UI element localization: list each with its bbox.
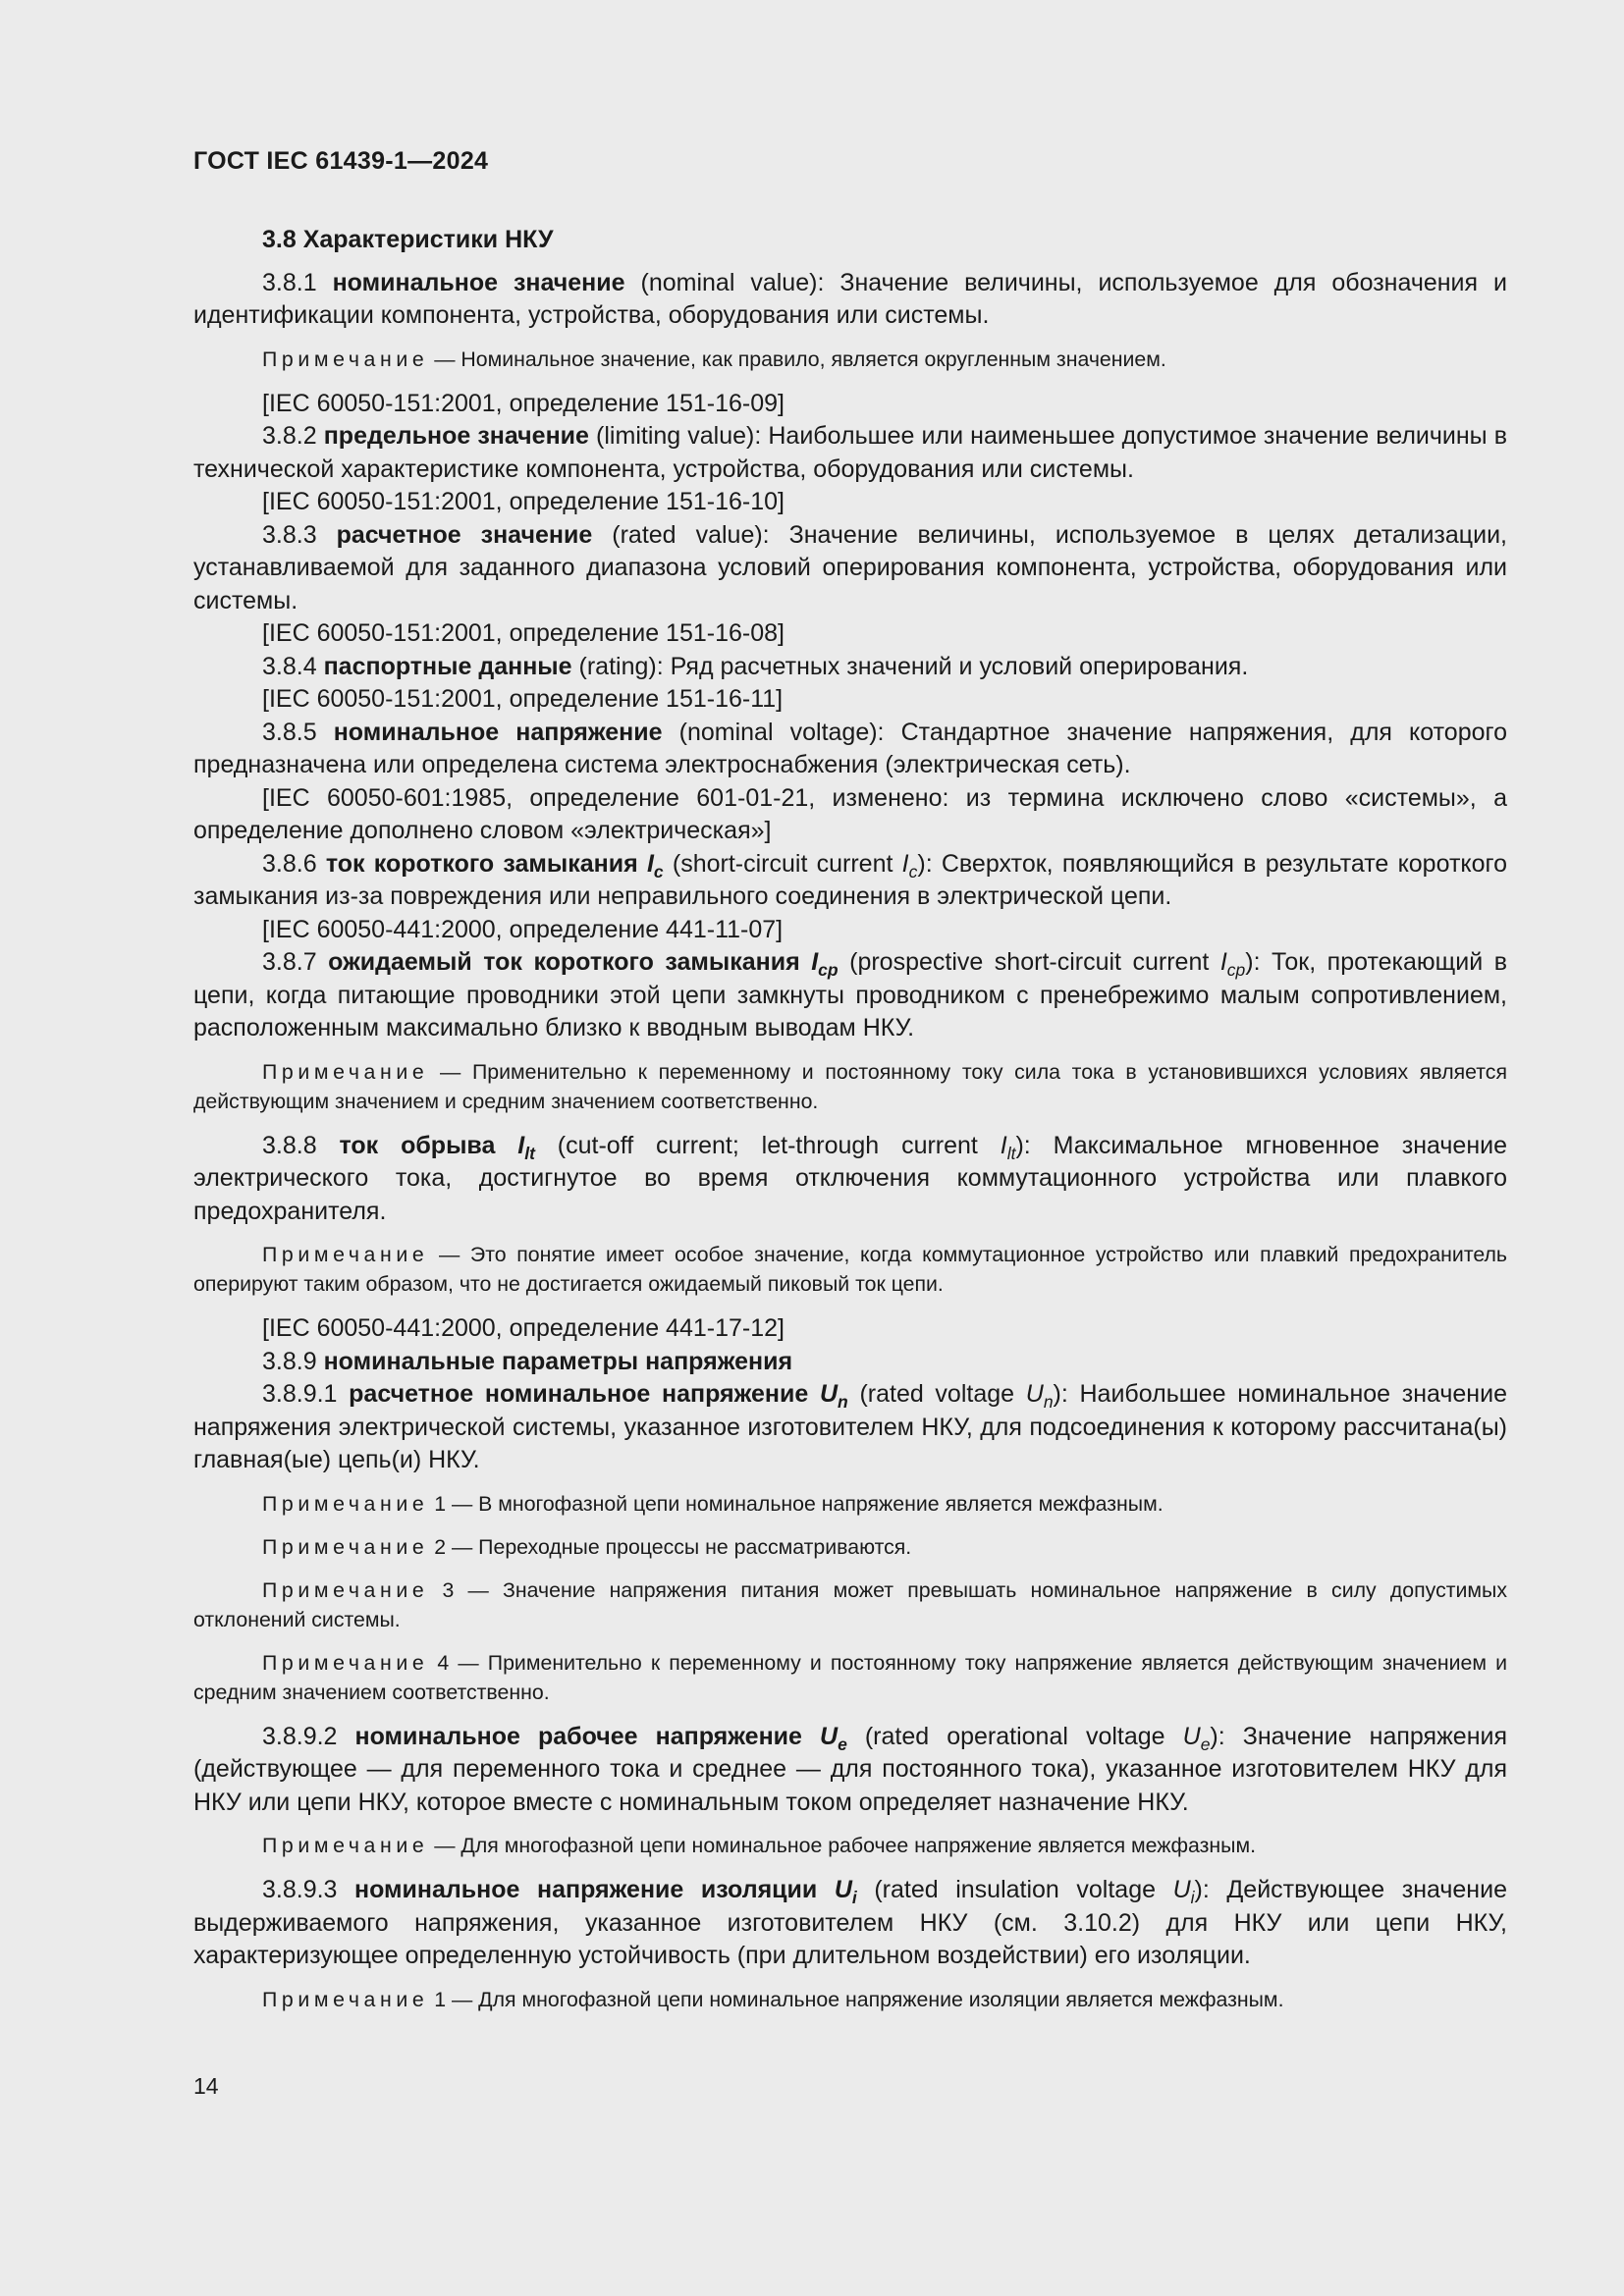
- clause-3-8-8: 3.8.8 ток обрыва $I_{lt}$ (cut-off current; let-through current $I_{lt}$): Максимальное мгновенное значение электрического тока, достигнутое во время отключения коммутационного устройства или плавкого предохранителя.: [193, 1131, 1507, 1225]
- term: расчетное номинальное напряжение: [349, 1380, 820, 1408]
- clause-3-8-1: 3.8.1 номинальное значение (nominal value): Значение величины, используемое для обозначения и идентификации компонента, устройства, оборудования или системы.: [193, 268, 1507, 329]
- symbol: $I_c$: [646, 849, 664, 881]
- note: Примечание 1 — Для многофазной цепи номинальное напряжение изоляции является межфазным.: [262, 1987, 1284, 2011]
- reference: [IEC 60050-151:2001, определение 151-16-08]: [262, 619, 785, 647]
- note: Примечание — Номинальное значение, как правило, является округленным значением.: [262, 347, 1166, 371]
- clause-3-8-2: 3.8.2 предельное значение (limiting value): Наибольшее или наименьшее допустимое значение величины в технической характеристике компонента, устройства, оборудования или системы.: [193, 422, 1507, 483]
- symbol: $U_n$: [1025, 1380, 1054, 1413]
- term: номинальные параметры напряжения: [323, 1347, 793, 1375]
- term: ток короткого замыкания: [325, 849, 647, 878]
- clause-3-8-9-3: 3.8.9.3 номинальное напряжение изоляции $U_i$ (rated insulation voltage $U_i$): Действующее значение выдерживаемого напряжения, указанное изготовителем НКУ (см. 3.10.2) для НКУ или цепи НКУ, характеризующее определенную устойчивость (при длительном воздействии) его изоляции.: [193, 1876, 1507, 1969]
- symbol: $U_i$: [834, 1876, 857, 1908]
- reference: [IEC 60050-441:2000, определение 441-17-12]: [262, 1314, 785, 1342]
- term: предельное значение: [323, 422, 589, 450]
- note: Примечание 4 — Применительно к переменному и постоянному току напряжение является действующим значением и средним значением соответственно.: [193, 1650, 1507, 1704]
- symbol: $I_c$: [901, 849, 918, 881]
- term: номинальное напряжение: [333, 718, 663, 746]
- symbol: $U_e$: [820, 1722, 847, 1754]
- clause-3-8-6: 3.8.6 ток короткого замыкания $I_c$ (short-circuit current $I_c$): Сверхток, появляющийся в результате короткого замыкания из-за повреждения или неправильного соединения в электрической цепи.: [193, 849, 1507, 910]
- term: ток обрыва: [339, 1131, 518, 1159]
- clause-3-8-7: 3.8.7 ожидаемый ток короткого замыкания $I_{cp}$ (prospective short-circuit current $I_{cp}$): Ток, протекающий в цепи, когда питающие проводники этой цепи замкнуты проводником с пренебрежимо малым сопротивлением, расположенным максимально близко к вводным выводам НКУ.: [193, 948, 1507, 1041]
- clause-3-8-9-1: 3.8.9.1 расчетное номинальное напряжение $U_n$ (rated voltage $U_n$): Наибольшее номинальное значение напряжения электрической системы, указанное изготовителем НКУ, для подсоединения к которому рассчитана(ы) главная(ые) цепь(и) НКУ.: [193, 1380, 1507, 1473]
- symbol: $I_{lt}$: [517, 1131, 535, 1163]
- reference: [IEC 60050-441:2000, определение 441-11-07]: [262, 915, 784, 943]
- note: Примечание 2 — Переходные процессы не рассматриваются.: [262, 1534, 912, 1559]
- note: Примечание — Применительно к переменному и постоянному току сила тока в установившихся условиях является действующим значением и средним значением соответственно.: [193, 1059, 1507, 1113]
- term: ожидаемый ток короткого замыкания: [328, 948, 812, 976]
- clause-3-8-9: 3.8.9 номинальные параметры напряжения: [262, 1347, 793, 1375]
- term: номинальное значение: [332, 268, 625, 296]
- symbol: $U_n$: [819, 1380, 848, 1413]
- page-number: 14: [193, 2073, 219, 2099]
- term: расчетное значение: [336, 520, 593, 549]
- note: Примечание — Это понятие имеет особое значение, когда коммутационное устройство или плавкий предохранитель оперируют таким образом, что не достигается ожидаемый пиковый ток цепи.: [193, 1243, 1507, 1296]
- clause-3-8-5: 3.8.5 номинальное напряжение (nominal voltage): Стандартное значение напряжения, для которого предназначена или определена система электроснабжения (электрическая сеть).: [193, 718, 1507, 778]
- document-body: [193, 224, 1507, 2028]
- reference: [IEC 60050-151:2001, определение 151-16-09]: [262, 389, 785, 417]
- symbol: $I_{lt}$: [1000, 1131, 1016, 1163]
- symbol: $I_{cp}$: [1219, 948, 1246, 981]
- term: номинальное напряжение изоляции: [354, 1876, 835, 1903]
- term: паспортные данные: [323, 652, 572, 680]
- reference: [IEC 60050-601:1985, определение 601-01-21, изменено: из термина исключено слово «системы», а определение дополнено словом «электрическая»]: [193, 783, 1507, 844]
- note: Примечание 1 — В многофазной цепи номинальное напряжение является межфазным.: [262, 1491, 1164, 1516]
- symbol: $U_e$: [1182, 1722, 1211, 1754]
- symbol: $U_i$: [1172, 1876, 1195, 1908]
- clause-3-8-9-2: 3.8.9.2 номинальное рабочее напряжение $U_e$ (rated operational voltage $U_e$): Значение напряжения (действующее — для переменного тока и среднее — для постоянного тока), указанное изготовителем НКУ для НКУ или цепи НКУ, которое вместе с номинальным током определяет назначение НКУ.: [193, 1722, 1507, 1816]
- document-header: ГОСТ IEC 61439-1—2024: [193, 147, 489, 175]
- clause-3-8-3: 3.8.3 расчетное значение (rated value): Значение величины, используемое в целях детализации, устанавливаемой для заданного диапазона условий оперирования компонента, устройства, оборудования или системы.: [193, 520, 1507, 614]
- reference: [IEC 60050-151:2001, определение 151-16-11]: [262, 685, 784, 713]
- note: Примечание — Для многофазной цепи номинальное рабочее напряжение является межфазным.: [262, 1834, 1257, 1857]
- term: номинальное рабочее напряжение: [354, 1722, 820, 1750]
- clause-3-8-4: 3.8.4 паспортные данные (rating): Ряд расчетных значений и условий оперирования.: [262, 652, 1249, 680]
- reference: [IEC 60050-151:2001, определение 151-16-10]: [262, 488, 785, 515]
- section-title: 3.8 Характеристики НКУ: [262, 226, 554, 253]
- symbol: $I_{cp}$: [811, 948, 839, 981]
- note: Примечание 3 — Значение напряжения питания может превышать номинальное напряжение в силу допустимых отклонений системы.: [193, 1577, 1507, 1631]
